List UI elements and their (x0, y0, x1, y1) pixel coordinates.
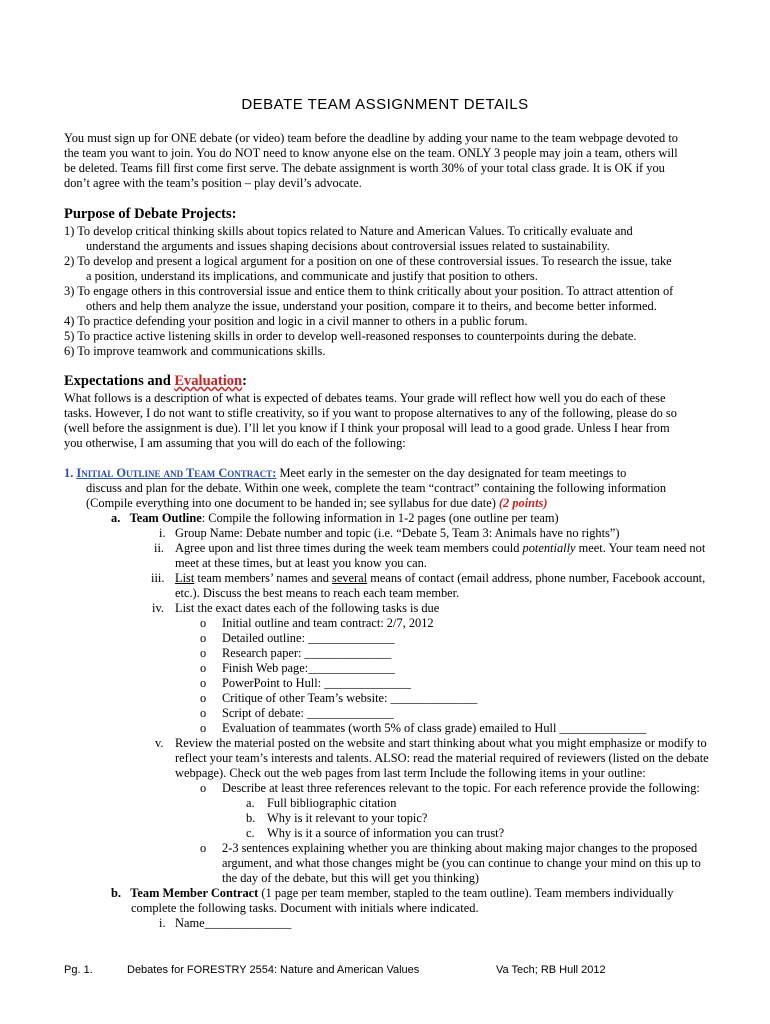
team-outline-line (111, 511, 559, 526)
expectations-heading (64, 373, 247, 390)
task-item: Finish Web page:______________ (222, 661, 395, 675)
roman-numeral: i. (159, 526, 166, 540)
bullet-icon: o (200, 676, 207, 690)
reference-item: Describe at least three references relevant to the topic. For each reference provide the following: (222, 781, 700, 795)
sub-letter: b. (246, 811, 256, 825)
item1-title: Initial Outline and Team Contract: (76, 466, 277, 480)
purpose-line: 4) To practice defending your position and logic in a civil manner to others in a public forum. (64, 314, 528, 328)
intro-line: don’t agree with the team’s position – play devil’s advocate. (64, 176, 362, 190)
purpose-line: others and help them analyze the issue, understand your position, compare it to theirs, and become better informed. (86, 299, 657, 313)
purpose-line: 5) To practice active listening skills in order to develop well-reasoned responses to counterpoints during the debate. (64, 329, 637, 343)
expectations-line: you otherwise, I am assuming that you will do each of the following: (64, 436, 406, 450)
purpose-line: 3) To engage others in this controversial issue and entice them to think critically about your position. To attract attention of (64, 284, 674, 298)
expectations-heading-colon: : (242, 373, 247, 389)
roman-numeral: iv. (152, 601, 164, 615)
bullet-icon: o (200, 661, 207, 675)
roman-numeral: v. (155, 736, 164, 750)
sub-letter: c. (246, 826, 255, 840)
outline-text: Agree upon and list three times during the week team members could (175, 541, 523, 555)
bullet-icon: o (200, 721, 207, 735)
points-label: (2 points) (498, 496, 548, 510)
sentence-item: argument, and what those changes might be (you can continue to change your mind on this up to (222, 856, 701, 870)
team-contract-text: (1 page per team member, stapled to the team outline). Team members individually (258, 886, 674, 900)
bullet-icon: o (200, 841, 207, 855)
intro-line: the team you want to join. You do NOT need to know anyone else on the team. ONLY 3 people may join a team, others will (64, 146, 678, 160)
roman-numeral: iii. (151, 571, 165, 585)
reference-subitem: Full bibliographic citation (267, 796, 397, 810)
outline-item (175, 571, 705, 586)
purpose-line: 2) To develop and present a logical argument for a position on one of these controversial issues. To research the issue, take (64, 254, 672, 268)
bullet-icon: o (200, 631, 207, 645)
outline-item: List the exact dates each of the following tasks is due (175, 601, 440, 615)
outline-item: webpage). Check out the web pages from last term Include the following items in your outline: (175, 766, 646, 780)
reference-subitem: Why is it relevant to your topic? (267, 811, 428, 825)
bullet-icon: o (200, 616, 207, 630)
footer-course: Debates for FORESTRY 2554: Nature and American Values (127, 964, 420, 976)
task-item: Detailed outline: ______________ (222, 631, 395, 645)
outline-item: etc.). Discuss the best means to reach each team member. (175, 586, 460, 600)
purpose-line: 6) To improve teamwork and communications skills. (64, 344, 326, 358)
item1-line: discuss and plan for the debate. Within one week, complete the team “contract” containing the following information (86, 481, 667, 495)
task-item: PowerPoint to Hull: ______________ (222, 676, 411, 690)
item1-text: (Compile everything into one document to be handed in; see syllabus for due date) (86, 496, 499, 510)
expectations-line: tasks. However, I do not want to stifle creativity, so if you want to propose alternatives to any of the following, please do so (64, 406, 677, 420)
intro-line: be deleted. Teams fill first come first serve. The debate assignment is worth 30% of your total class grade. It is OK if you (64, 161, 665, 175)
expectations-line: (well before the assignment is due). I’ll let you know if I think your proposal will lead to a good grade. Unless I hear from (64, 421, 670, 435)
expectations-heading-text: Expectations and (64, 373, 175, 389)
purpose-line: understand the arguments and issues shaping decisions about controversial issues related to sustainability. (86, 239, 610, 253)
bullet-icon: o (200, 646, 207, 660)
item1-text: Meet early in the semester on the day designated for team meetings to (276, 466, 627, 480)
bullet-icon: o (200, 781, 207, 795)
list-label: a. (111, 511, 121, 525)
footer-credit: Va Tech; RB Hull 2012 (496, 964, 606, 976)
intro-line: You must sign up for ONE debate (or video) team before the deadline by adding your name to the team webpage devoted to (64, 131, 678, 145)
item1-line (64, 466, 626, 481)
outline-text: meet. Your team need not (575, 541, 706, 555)
list-label: b. (111, 886, 121, 900)
name-field: Name______________ (175, 916, 292, 930)
sentence-item: the day of the debate, but this will get you thinking) (222, 871, 480, 885)
evaluation-word: Evaluation (174, 373, 243, 389)
team-contract-line: complete the following tasks. Document with initials where indicated. (131, 901, 479, 915)
task-item: Initial outline and team contract: 2/7, 2012 (222, 616, 434, 630)
team-contract-line (111, 886, 673, 901)
outline-item: Review the material posted on the website and start thinking about what you might emphasize or modify to (175, 736, 707, 750)
bullet-icon: o (200, 691, 207, 705)
intro-paragraph (64, 131, 704, 191)
purpose-heading: Purpose of Debate Projects: (64, 206, 237, 222)
underlined-text: several (332, 571, 368, 585)
page-title: DEBATE TEAM ASSIGNMENT DETAILS (241, 96, 529, 113)
outline-item (175, 541, 705, 556)
outline-item: reflect your team’s interests and talents. ALSO: read the material required of reviewers (listed on the debate (175, 751, 709, 765)
item1-line (86, 496, 547, 511)
item1-number: 1. (64, 466, 74, 480)
outline-text: means of contact (email address, phone number, Facebook account, (367, 571, 706, 585)
purpose-line: a position, understand its implications, and communicate and justify that position to others. (86, 269, 538, 283)
task-item: Critique of other Team’s website: ______________ (222, 691, 478, 705)
footer-page-number: Pg. 1. (64, 964, 93, 976)
roman-numeral: i. (159, 916, 166, 930)
sub-letter: a. (246, 796, 255, 810)
underlined-text: List (175, 571, 195, 585)
outline-text: team members’ names and (194, 571, 333, 585)
roman-numeral: ii. (154, 541, 164, 555)
task-item: Evaluation of teammates (worth 5% of class grade) emailed to Hull ______________ (222, 721, 647, 735)
team-outline-label: Team Outline (129, 511, 202, 525)
bullet-icon: o (200, 706, 207, 720)
expectations-line: What follows is a description of what is expected of debates teams. Your grade will reflect how well you do each of these (64, 391, 666, 405)
purpose-line: 1) To develop critical thinking skills about topics related to Nature and American Values. To critically evaluate and (64, 224, 633, 238)
reference-subitem: Why is it a source of information you can trust? (267, 826, 505, 840)
task-item: Script of debate: ______________ (222, 706, 394, 720)
sentence-item: 2-3 sentences explaining whether you are thinking about making major changes to the proposed (222, 841, 698, 855)
outline-item: Group Name: Debate number and topic (i.e. “Debate 5, Team 3: Animals have no rights”) (175, 526, 620, 540)
task-item: Research paper: ______________ (222, 646, 392, 660)
team-outline-text: : Compile the following information in 1-2 pages (one outline per team) (201, 511, 559, 525)
emphasis-text: potentially (522, 541, 576, 555)
team-contract-label: Team Member Contract (130, 886, 259, 900)
outline-item: meet at these times, but at least you know you can. (175, 556, 427, 570)
